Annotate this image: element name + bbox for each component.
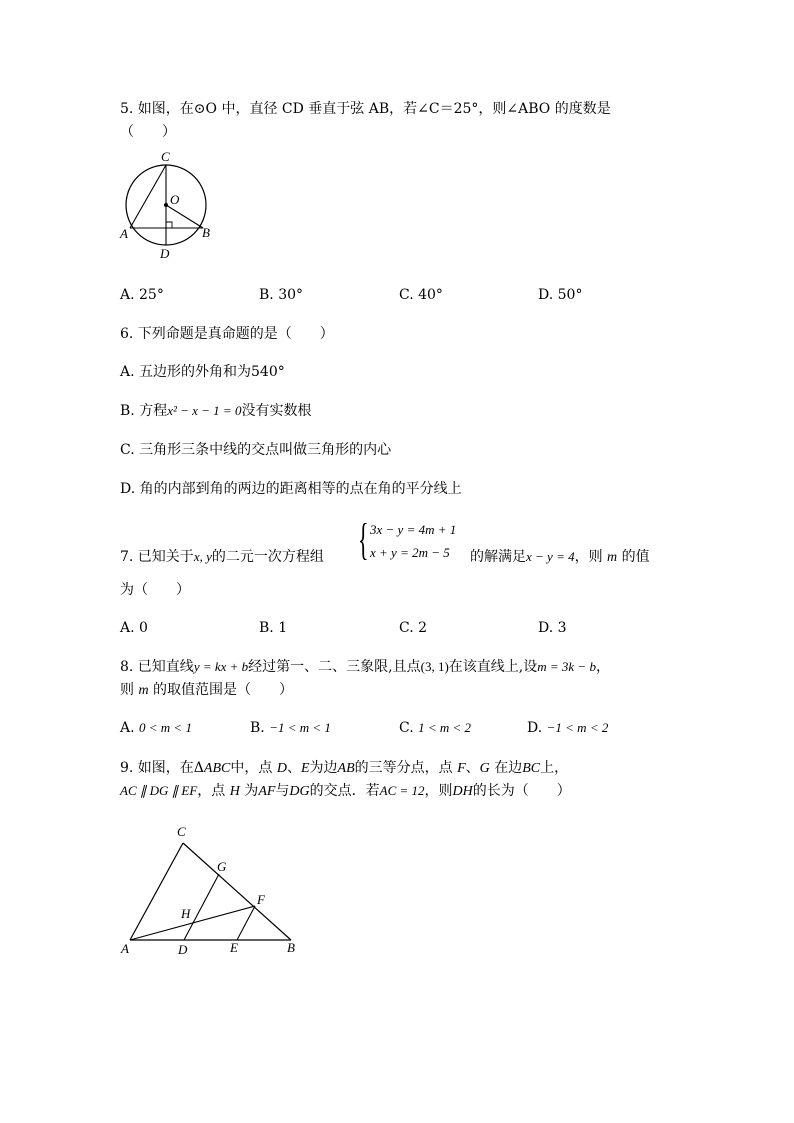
q9-ab: AB bbox=[337, 761, 355, 776]
q9-label-g: G bbox=[217, 859, 227, 874]
q9-text-13: ，则 bbox=[424, 783, 453, 799]
q7-tail1: ，则 bbox=[574, 549, 608, 565]
q5-stem-line2: （ ） bbox=[120, 124, 176, 140]
q8-prefix: 8. 已知直线 bbox=[120, 659, 194, 675]
q5-option-a: A. 25° bbox=[120, 287, 164, 303]
q6-stem: 6. 下列命题是真命题的是（ ） bbox=[120, 326, 334, 342]
q9-text-2: 中，点 bbox=[230, 760, 277, 776]
q9-text-14: 的长为（ ） bbox=[472, 783, 571, 799]
q5-label-c: C bbox=[161, 149, 170, 164]
q8-option-c-math: 1 < m < 2 bbox=[418, 720, 472, 735]
q7-condition: x − y = 4 bbox=[526, 549, 575, 564]
q7-option-a: A. 0 bbox=[120, 620, 148, 636]
q7-option-b: B. 1 bbox=[259, 620, 288, 636]
q8-line-equation: y = kx + b bbox=[193, 659, 249, 674]
q9-label-d: D bbox=[178, 942, 188, 957]
q8-option-b bbox=[250, 718, 331, 738]
q9-text-1: 9. 如图，在Δ bbox=[120, 760, 204, 776]
q8-line2-a: 则 bbox=[120, 682, 139, 698]
q8-stem-line1 bbox=[120, 657, 610, 677]
q9-g: G bbox=[479, 761, 490, 776]
q7-after: 的解满足 bbox=[470, 549, 526, 565]
q9-stem-line1 bbox=[120, 758, 568, 779]
q6-option-c: C. 三角形三条中线的交点叫做三角形的内心 bbox=[120, 442, 392, 458]
q9-label-c: C bbox=[177, 824, 186, 839]
q9-stem-line2 bbox=[120, 781, 571, 802]
q6-option-b bbox=[120, 401, 311, 421]
q9-text-6: 、 bbox=[465, 760, 480, 776]
q8-m-definition: m = 3k − b bbox=[537, 659, 596, 674]
q9-text-4: 为边 bbox=[309, 760, 338, 776]
q8-option-a-math: 0 < m < 1 bbox=[139, 720, 192, 735]
q8-point: (3, 1) bbox=[420, 659, 449, 674]
q8-option-d bbox=[527, 718, 608, 738]
q5-option-d: D. 50° bbox=[538, 287, 583, 303]
q7-stem-line2: 为（ ） bbox=[120, 582, 190, 598]
q9-label-e: E bbox=[230, 940, 238, 955]
q9-text-5: 的三等分点，点 bbox=[354, 760, 458, 776]
q7-mid: 的二元一次方程组 bbox=[211, 549, 324, 565]
q9-text-11: 与 bbox=[275, 783, 290, 799]
q7-stem-left bbox=[120, 547, 324, 567]
q9-label-a: A bbox=[121, 941, 129, 956]
q9-h: H bbox=[229, 784, 240, 799]
q7-option-d: D. 3 bbox=[538, 620, 567, 636]
q8-option-a-label: A. bbox=[120, 720, 140, 736]
q5-circle-figure bbox=[118, 148, 218, 263]
q7-option-c: C. 2 bbox=[399, 620, 428, 636]
q5-option-b: B. 30° bbox=[259, 287, 304, 303]
q9-label-b: B bbox=[287, 940, 295, 955]
q9-af: AF bbox=[258, 784, 276, 799]
q7-system-brace: { bbox=[358, 515, 369, 564]
q9-text-12: 的交点．若 bbox=[309, 783, 380, 799]
q6-option-b-suffix: 没有实数根 bbox=[241, 403, 312, 419]
q7-m-var: m bbox=[607, 550, 618, 565]
q7-prefix: 7. 已知关于 bbox=[120, 549, 194, 565]
q9-e: E bbox=[300, 761, 310, 776]
q9-text-7: 在边 bbox=[489, 760, 523, 776]
q9-text-3: 、 bbox=[286, 760, 301, 776]
q8-option-b-math: −1 < m < 1 bbox=[269, 720, 331, 735]
q9-bc: BC bbox=[522, 761, 541, 776]
q7-stem-right bbox=[470, 547, 650, 568]
q9-parallel: AC ∥ DG ∥ EF bbox=[120, 783, 198, 798]
q5-label-a: A bbox=[120, 226, 128, 241]
q8-option-c-label: C. bbox=[399, 720, 419, 736]
q7-equation-2: x + y = 2m − 5 bbox=[370, 545, 450, 560]
q9-dg: DG bbox=[289, 784, 310, 799]
q6-option-a: A. 五边形的外角和为540° bbox=[120, 364, 285, 380]
q8-stem-line2 bbox=[120, 680, 293, 701]
q6-option-b-equation: x² − x − 1 = 0 bbox=[167, 403, 242, 418]
q7-equation-1: 3x − y = 4m + 1 bbox=[370, 522, 457, 537]
q9-dh: DH bbox=[452, 784, 473, 799]
q6-option-d: D. 角的内部到角的两边的距离相等的点在角的平分线上 bbox=[120, 481, 462, 497]
q9-f: F bbox=[457, 761, 466, 776]
q8-option-d-label: D. bbox=[527, 720, 547, 736]
q9-text-10: 为 bbox=[239, 783, 259, 799]
q9-triangle-figure bbox=[115, 818, 315, 960]
q8-mid2: 在该直线上,设 bbox=[448, 659, 538, 675]
q8-option-a bbox=[120, 718, 192, 738]
q5-label-b: B bbox=[202, 225, 210, 240]
q7-tail2: 的值 bbox=[617, 549, 650, 565]
q8-end: ， bbox=[595, 659, 610, 675]
q5-label-o: O bbox=[170, 192, 180, 207]
q5-label-d: D bbox=[160, 246, 170, 261]
q8-m-var: m bbox=[138, 683, 149, 698]
q9-d: D bbox=[276, 761, 287, 776]
q9-condition: AC = 12 bbox=[379, 783, 425, 798]
q5-option-c: C. 40° bbox=[399, 287, 443, 303]
q8-option-b-label: B. bbox=[250, 720, 270, 736]
q9-abc: ABC bbox=[203, 761, 231, 776]
q8-line2-b: 的取值范围是（ ） bbox=[148, 682, 294, 698]
q9-text-9: ，点 bbox=[197, 783, 230, 799]
q5-stem-line1: 5. 如图，在⊙O 中，直径 CD 垂直于弦 AB，若∠C＝25°，则∠ABO 的度数是 bbox=[120, 101, 611, 117]
q9-label-h: H bbox=[181, 906, 191, 921]
q8-mid: 经过第一、二、三象限,且点 bbox=[248, 659, 421, 675]
q7-vars: x, y bbox=[193, 549, 212, 564]
q8-option-d-math: −1 < m < 2 bbox=[546, 720, 609, 735]
q9-text-8: 上， bbox=[540, 760, 569, 776]
q8-option-c bbox=[399, 718, 471, 738]
q6-option-b-prefix: B. 方程 bbox=[120, 403, 168, 419]
q9-label-f: F bbox=[257, 892, 265, 907]
